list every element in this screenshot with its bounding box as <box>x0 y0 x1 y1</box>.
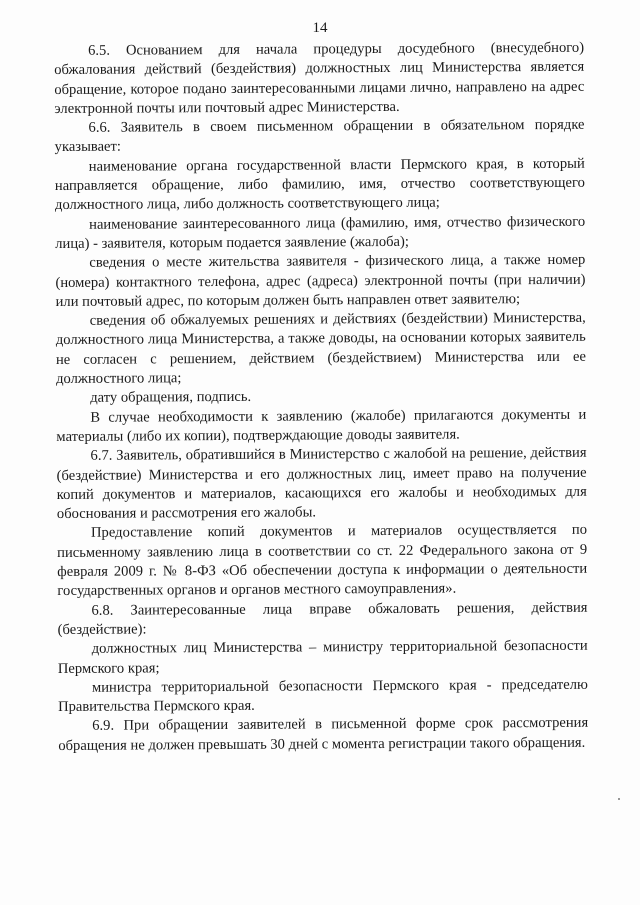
paragraph-item-date: дату обращения, подпись. <box>90 389 252 407</box>
paragraph-6-8: 6.8. Заинтересованные лица вправе обжаловать решения, действия (бездействие): <box>57 599 588 638</box>
paragraph-item-applicant-name: наименование заинтересованного лица (фамилию, имя, отчество физического лица) - заявителя, которым подается заявление (жалоба); <box>55 213 586 252</box>
page-number: 14 <box>312 20 328 36</box>
document-body <box>54 39 588 756</box>
paragraph-item-officials: должностных лиц Министерства – министру территориальной безопасности Пермского края; <box>57 637 588 677</box>
paragraph-item-residence: сведения о месте жительства заявителя - физического лица, а также номер (номера) контактного телефона, адрес (адреса) электронной почты (при наличии) или почтовый адрес, по которым должен быть направлен ответ заявителю; <box>55 252 586 310</box>
paragraph-attachments: В случае необходимости к заявлению (жалобе) прилагаются документы и материалы (либо их копии), подтверждающие доводы заявителя. <box>56 406 587 445</box>
paragraph-item-minister: министра территориальной безопасности Пермского края - председателю Правительства Пермского края. <box>58 676 588 716</box>
paragraph-6-7: 6.7. Заявитель, обратившийся в Министерство с жалобой на решение, действия (бездействие) Министерства и его должностных лиц, имеет право на получение копий документов и материалов, касающихся его жалобы и необходимых для обоснования и рассмотрения его жалобы. <box>56 444 587 523</box>
paragraph-6-9: 6.9. При обращении заявителей в письменной форме срок рассмотрения обращения не должен превышать 30 дней с момента регистрации такого обращения. <box>58 715 589 754</box>
paragraph-item-decisions: сведения об обжалуемых решениях и действиях (бездействии) Министерства, должностного лица Министерства, а также доводы, на основании которых заявитель не согласен с решением, действием (бездействием) Министерства или ее должностного лица; <box>55 309 586 388</box>
paragraph-copies: Предоставление копий документов и материалов осуществляется по письменному заявлению лица в соответствии со ст. 22 Федерального закона от 9 февраля 2009 г. № 8-ФЗ «Об обеспечении доступа к информации о деятельности государственных органов и органов местного самоуправления». <box>57 522 588 600</box>
paragraph-6-6: 6.6. Заявитель в своем письменном обращении в обязательном порядке указывает: <box>54 116 585 156</box>
paragraph-6-5: 6.5. Основанием для начала процедуры досудебного (внесудебного) обжалования действий (бездействия) должностных лиц Министерства является обращение, которое подано заинтересованными лицами лично, направлено на адрес электронной почты или почтовый адрес Министерства. <box>54 39 585 117</box>
paragraph-item-authority: наименование органа государственной власти Пермского края, в который направляется обращение, либо фамилию, имя, отчество соответствующего должностного лица, либо должность соответствующего лица; <box>54 155 585 214</box>
scan-speck <box>618 798 620 800</box>
